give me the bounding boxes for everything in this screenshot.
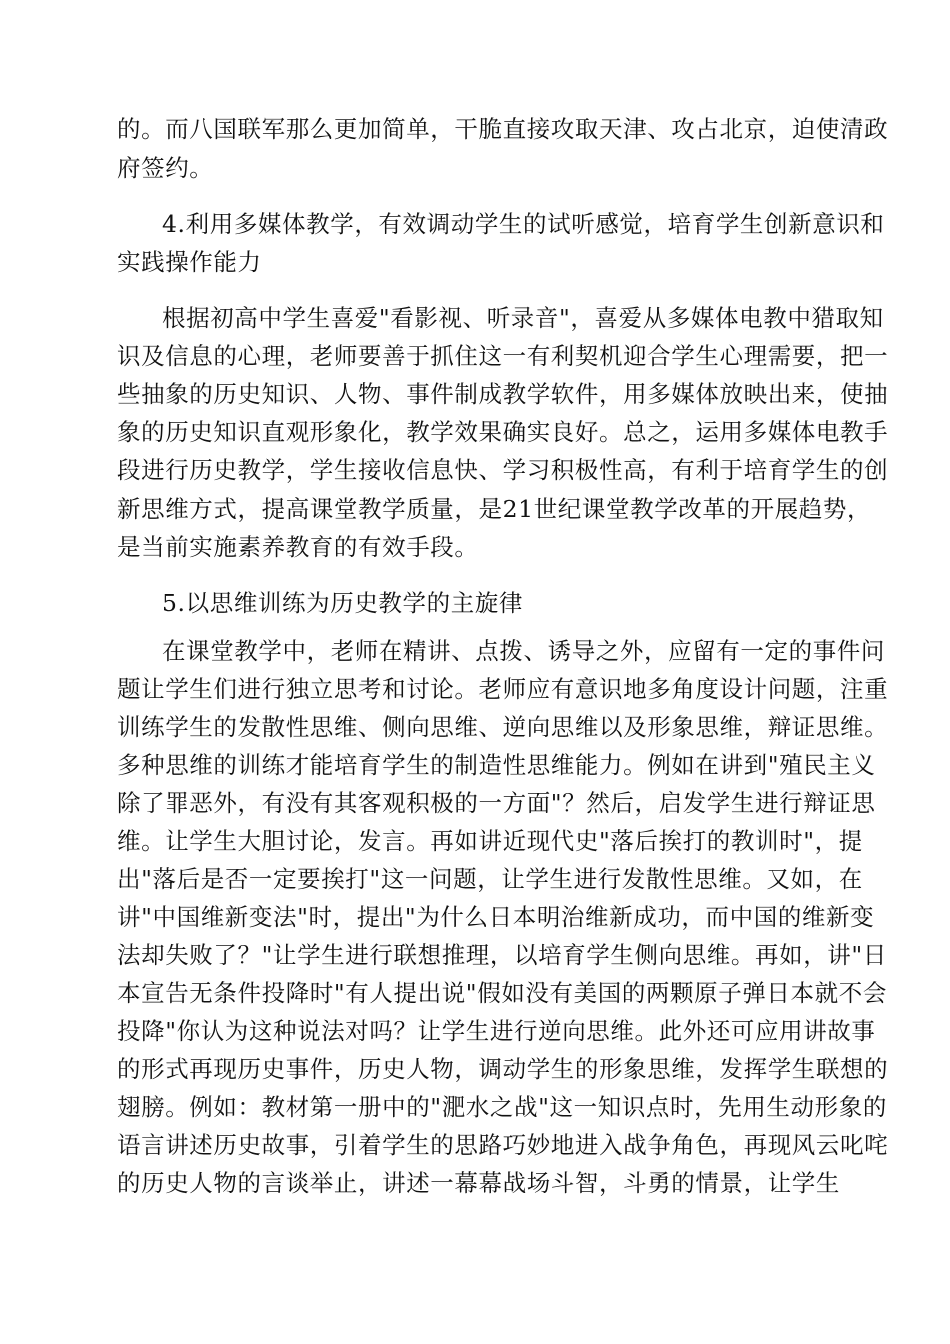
body-text-line: 的形式再现历史事件，历史人物，调动学生的形象思维，发挥学生联想的 xyxy=(117,1055,889,1083)
body-text-line: 维。让学生大胆讨论，发言。再如讲近现代史"落后挨打的教训时"，提 xyxy=(117,827,863,855)
body-text-line: 的。而八国联军那么更加简单，干脆直接攻取天津、攻占北京，迫使清政 xyxy=(117,115,889,143)
body-text-line: 段进行历史教学，学生接收信息快、学习积极性高，有利于培育学生的创 xyxy=(117,456,889,484)
body-text-line: 语言讲述历史故事，引着学生的思路巧妙地进入战争角色，再现风云叱咤 xyxy=(117,1131,889,1159)
body-text-line: 翅膀。例如：教材第一册中的"淝水之战"这一知识点时，先用生动形象的 xyxy=(117,1093,887,1121)
body-text-line: 是当前实施素养教育的有效手段。 xyxy=(117,533,479,561)
body-text-line: 多种思维的训练才能培育学生的制造性思维能力。例如在讲到"殖民主义 xyxy=(117,751,876,779)
body-text-line: 府签约。 xyxy=(117,154,214,182)
body-text-line: 识及信息的心理，老师要善于抓住这一有利契机迎合学生心理需要，把一 xyxy=(117,342,889,370)
section-heading-4: 4.利用多媒体教学，有效调动学生的试听感觉，培育学生创新意识和 xyxy=(162,210,885,238)
body-text-line: 新思维方式，提高课堂教学质量，是21世纪课堂教学改革的开展趋势， xyxy=(117,495,872,523)
body-text-line: 讲"中国维新变法"时，提出"为什么日本明治维新成功，而中国的维新变 xyxy=(117,903,875,931)
body-text-line: 除了罪恶外，有没有其客观积极的一方面"？然后，启发学生进行辩证思 xyxy=(117,789,876,817)
paragraph-first-line: 根据初高中学生喜爱"看影视、听录音"，喜爱从多媒体电教中猎取知 xyxy=(162,304,884,332)
paragraph-first-line: 在课堂教学中，老师在精讲、点拨、诱导之外，应留有一定的事件问 xyxy=(162,637,885,665)
body-text-line: 题让学生们进行独立思考和讨论。老师应有意识地多角度设计问题，注重 xyxy=(117,675,889,703)
body-text-line: 投降"你认为这种说法对吗？让学生进行逆向思维。此外还可应用讲故事 xyxy=(117,1017,876,1045)
body-text-line: 本宣告无条件投降时"有人提出说"假如没有美国的两颗原子弹日本就不会 xyxy=(117,979,887,1007)
body-text-line: 出"落后是否一定要挨打"这一问题，让学生进行发散性思维。又如，在 xyxy=(117,865,863,893)
body-text-line: 的历史人物的言谈举止，讲述一幕幕战场斗智，斗勇的情景，让学生 xyxy=(117,1169,840,1197)
body-text-line: 法却失败了？"让学生进行联想推理，以培育学生侧向思维。再如，讲"日 xyxy=(117,941,887,969)
section-heading-5: 5.以思维训练为历史教学的主旋律 xyxy=(162,589,524,617)
section-heading-4-continued: 实践操作能力 xyxy=(117,248,262,276)
body-text-line: 训练学生的发散性思维、侧向思维、逆向思维以及形象思维，辩证思维。 xyxy=(117,713,889,741)
body-text-line: 些抽象的历史知识、人物、事件制成教学软件，用多媒体放映出来，使抽 xyxy=(117,380,889,408)
body-text-line: 象的历史知识直观形象化，教学效果确实良好。总之，运用多媒体电教手 xyxy=(117,418,889,446)
